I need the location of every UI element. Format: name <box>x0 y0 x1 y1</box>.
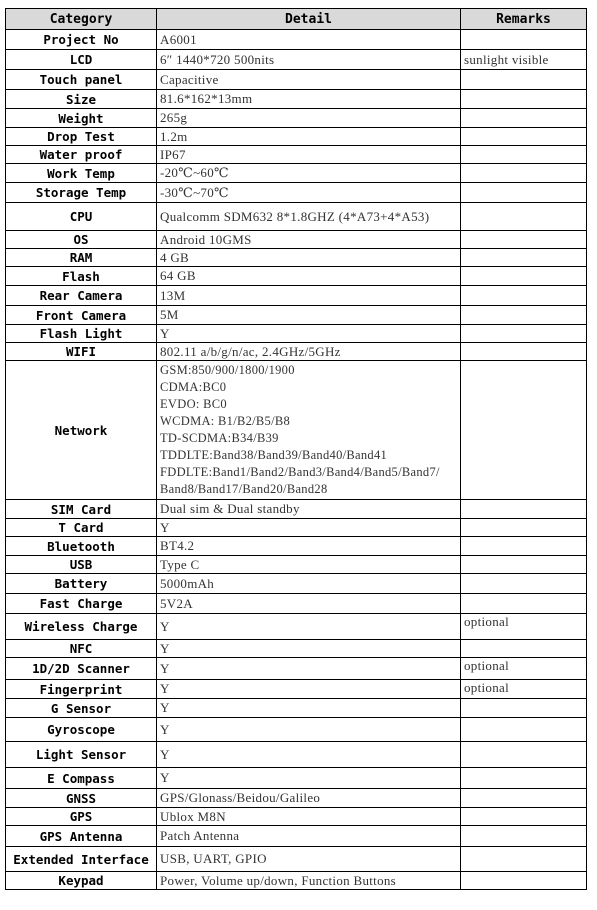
remarks-cell: optional <box>461 614 587 640</box>
category-cell: Storage Temp <box>6 183 157 203</box>
table-row <box>6 231 587 249</box>
detail-cell: GPS/Glonass/Beidou/Galileo <box>157 789 461 808</box>
table-row <box>6 128 587 146</box>
detail-cell: Y <box>157 614 461 640</box>
detail-line: CDMA:BC0 <box>160 380 227 395</box>
category-cell: USB <box>6 556 157 574</box>
remarks-cell <box>461 203 587 231</box>
category-cell: Gyroscope <box>6 718 157 742</box>
detail-cell: Y <box>157 742 461 768</box>
table-row <box>6 847 587 872</box>
table-row <box>6 614 587 640</box>
table-row <box>6 164 587 183</box>
table-row <box>6 70 587 90</box>
remarks-cell <box>461 640 587 658</box>
remarks-cell <box>461 742 587 768</box>
remarks-cell <box>461 500 587 519</box>
remarks-cell <box>461 594 587 614</box>
detail-cell: Type C <box>157 556 461 574</box>
header-row <box>6 9 587 30</box>
detail-cell: 81.6*162*13mm <box>157 90 461 109</box>
remarks-cell <box>461 872 587 890</box>
table-row <box>6 286 587 306</box>
detail-cell: -20℃~60℃ <box>157 164 461 183</box>
detail-cell: BT4.2 <box>157 537 461 556</box>
detail-line: FDDLTE:Band1/Band2/Band3/Band4/Band5/Band7/ <box>160 464 440 479</box>
table-row <box>6 306 587 325</box>
table-row <box>6 203 587 231</box>
remarks-cell: sunlight visible <box>461 50 587 70</box>
detail-cell: Y <box>157 519 461 537</box>
table-row <box>6 325 587 343</box>
detail-line: TD-SCDMA:B34/B39 <box>160 431 279 445</box>
remarks-cell <box>461 286 587 306</box>
header-detail: Detail <box>157 9 461 30</box>
detail-cell: 5M <box>157 306 461 325</box>
detail-cell: IP67 <box>157 146 461 164</box>
table-row <box>6 640 587 658</box>
category-cell: Fast Charge <box>6 594 157 614</box>
category-cell: OS <box>6 231 157 249</box>
detail-cell: -30℃~70℃ <box>157 183 461 203</box>
table-row <box>6 658 587 680</box>
remarks-cell <box>461 164 587 183</box>
detail-cell: Y <box>157 640 461 658</box>
category-cell: RAM <box>6 249 157 267</box>
detail-cell: 6″ 1440*720 500nits <box>157 50 461 70</box>
table-row <box>6 30 587 50</box>
table-row <box>6 500 587 519</box>
table-row <box>6 699 587 718</box>
remarks-cell <box>461 183 587 203</box>
table-row <box>6 768 587 789</box>
table-row <box>6 718 587 742</box>
table-row <box>6 826 587 847</box>
category-cell: WIFI <box>6 343 157 361</box>
table-row <box>6 680 587 699</box>
detail-cell <box>157 361 461 500</box>
detail-cell: 64 GB <box>157 267 461 286</box>
category-cell: Front Camera <box>6 306 157 325</box>
category-cell: Touch panel <box>6 70 157 90</box>
detail-cell: Y <box>157 718 461 742</box>
detail-cell: Y <box>157 699 461 718</box>
remarks-cell <box>461 537 587 556</box>
detail-cell: 4 GB <box>157 249 461 267</box>
table-row <box>6 789 587 808</box>
detail-cell: 802.11 a/b/g/n/ac, 2.4GHz/5GHz <box>157 343 461 361</box>
table-row <box>6 109 587 128</box>
remarks-cell <box>461 231 587 249</box>
detail-line: Band8/Band17/Band20/Band28 <box>160 481 328 496</box>
category-cell: Network <box>6 361 157 500</box>
table-row <box>6 872 587 890</box>
remarks-cell: optional <box>461 680 587 699</box>
category-cell: Size <box>6 90 157 109</box>
detail-cell: A6001 <box>157 30 461 50</box>
detail-cell: 5000mAh <box>157 574 461 594</box>
detail-cell: 13M <box>157 286 461 306</box>
remarks-cell <box>461 249 587 267</box>
category-cell: Light Sensor <box>6 742 157 768</box>
table-row <box>6 537 587 556</box>
remarks-cell <box>461 306 587 325</box>
remarks-cell <box>461 361 587 500</box>
category-cell: Water proof <box>6 146 157 164</box>
remarks-cell <box>461 808 587 826</box>
remarks-cell <box>461 30 587 50</box>
table-row <box>6 183 587 203</box>
category-cell: 1D/2D Scanner <box>6 658 157 680</box>
remarks-cell <box>461 847 587 872</box>
detail-cell: 1.2m <box>157 128 461 146</box>
remarks-cell <box>461 768 587 789</box>
category-cell: Flash <box>6 267 157 286</box>
detail-line: EVDO: BC0 <box>160 397 227 412</box>
category-cell: SIM Card <box>6 500 157 519</box>
remarks-cell <box>461 343 587 361</box>
category-cell: GPS <box>6 808 157 826</box>
category-cell: Work Temp <box>6 164 157 183</box>
table-row <box>6 594 587 614</box>
category-cell: Flash Light <box>6 325 157 343</box>
remarks-cell <box>461 128 587 146</box>
category-cell: G Sensor <box>6 699 157 718</box>
header-category: Category <box>6 9 157 30</box>
category-cell: CPU <box>6 203 157 231</box>
spec-table-body <box>6 9 587 890</box>
detail-cell: Y <box>157 325 461 343</box>
remarks-cell <box>461 789 587 808</box>
category-cell: Project No <box>6 30 157 50</box>
table-row <box>6 267 587 286</box>
detail-cell: 5V2A <box>157 594 461 614</box>
detail-cell: Y <box>157 768 461 789</box>
table-row <box>6 90 587 109</box>
category-cell: GNSS <box>6 789 157 808</box>
detail-line: TDDLTE:Band38/Band39/Band40/Band41 <box>160 447 388 462</box>
detail-line: WCDMA: B1/B2/B5/B8 <box>160 414 291 429</box>
detail-cell: Capacitive <box>157 70 461 90</box>
category-cell: LCD <box>6 50 157 70</box>
table-row <box>6 343 587 361</box>
table-row <box>6 361 587 500</box>
detail-cell: Y <box>157 680 461 699</box>
detail-cell: 265g <box>157 109 461 128</box>
category-cell: Bluetooth <box>6 537 157 556</box>
category-cell: Battery <box>6 574 157 594</box>
remarks-cell: optional <box>461 658 587 680</box>
spec-table <box>5 8 587 890</box>
remarks-cell <box>461 556 587 574</box>
detail-cell: USB, UART, GPIO <box>157 847 461 872</box>
table-row <box>6 556 587 574</box>
remarks-cell <box>461 90 587 109</box>
category-cell: E Compass <box>6 768 157 789</box>
detail-cell: Qualcomm SDM632 8*1.8GHZ (4*A73+4*A53) <box>157 203 461 231</box>
table-row <box>6 742 587 768</box>
remarks-cell <box>461 70 587 90</box>
remarks-cell <box>461 519 587 537</box>
category-cell: Fingerprint <box>6 680 157 699</box>
detail-cell: Dual sim & Dual standby <box>157 500 461 519</box>
remarks-cell <box>461 325 587 343</box>
table-row <box>6 50 587 70</box>
category-cell: NFC <box>6 640 157 658</box>
table-row <box>6 249 587 267</box>
category-cell: GPS Antenna <box>6 826 157 847</box>
category-cell: Rear Camera <box>6 286 157 306</box>
remarks-cell <box>461 146 587 164</box>
table-row <box>6 146 587 164</box>
detail-cell: Patch Antenna <box>157 826 461 847</box>
remarks-cell <box>461 699 587 718</box>
remarks-cell <box>461 826 587 847</box>
remarks-cell <box>461 718 587 742</box>
table-row <box>6 808 587 826</box>
detail-cell: Android 10GMS <box>157 231 461 249</box>
remarks-cell <box>461 267 587 286</box>
category-cell: Extended Interface <box>6 847 157 872</box>
detail-cell: Y <box>157 658 461 680</box>
category-cell: Wireless Charge <box>6 614 157 640</box>
detail-cell: Ublox M8N <box>157 808 461 826</box>
remarks-cell <box>461 574 587 594</box>
detail-cell: Power, Volume up/down, Function Buttons <box>157 872 461 890</box>
category-cell: T Card <box>6 519 157 537</box>
remarks-cell <box>461 109 587 128</box>
detail-line: GSM:850/900/1800/1900 <box>160 363 295 378</box>
table-row <box>6 574 587 594</box>
category-cell: Drop Test <box>6 128 157 146</box>
category-cell: Weight <box>6 109 157 128</box>
category-cell: Keypad <box>6 872 157 890</box>
table-row <box>6 519 587 537</box>
header-remarks: Remarks <box>461 9 587 30</box>
